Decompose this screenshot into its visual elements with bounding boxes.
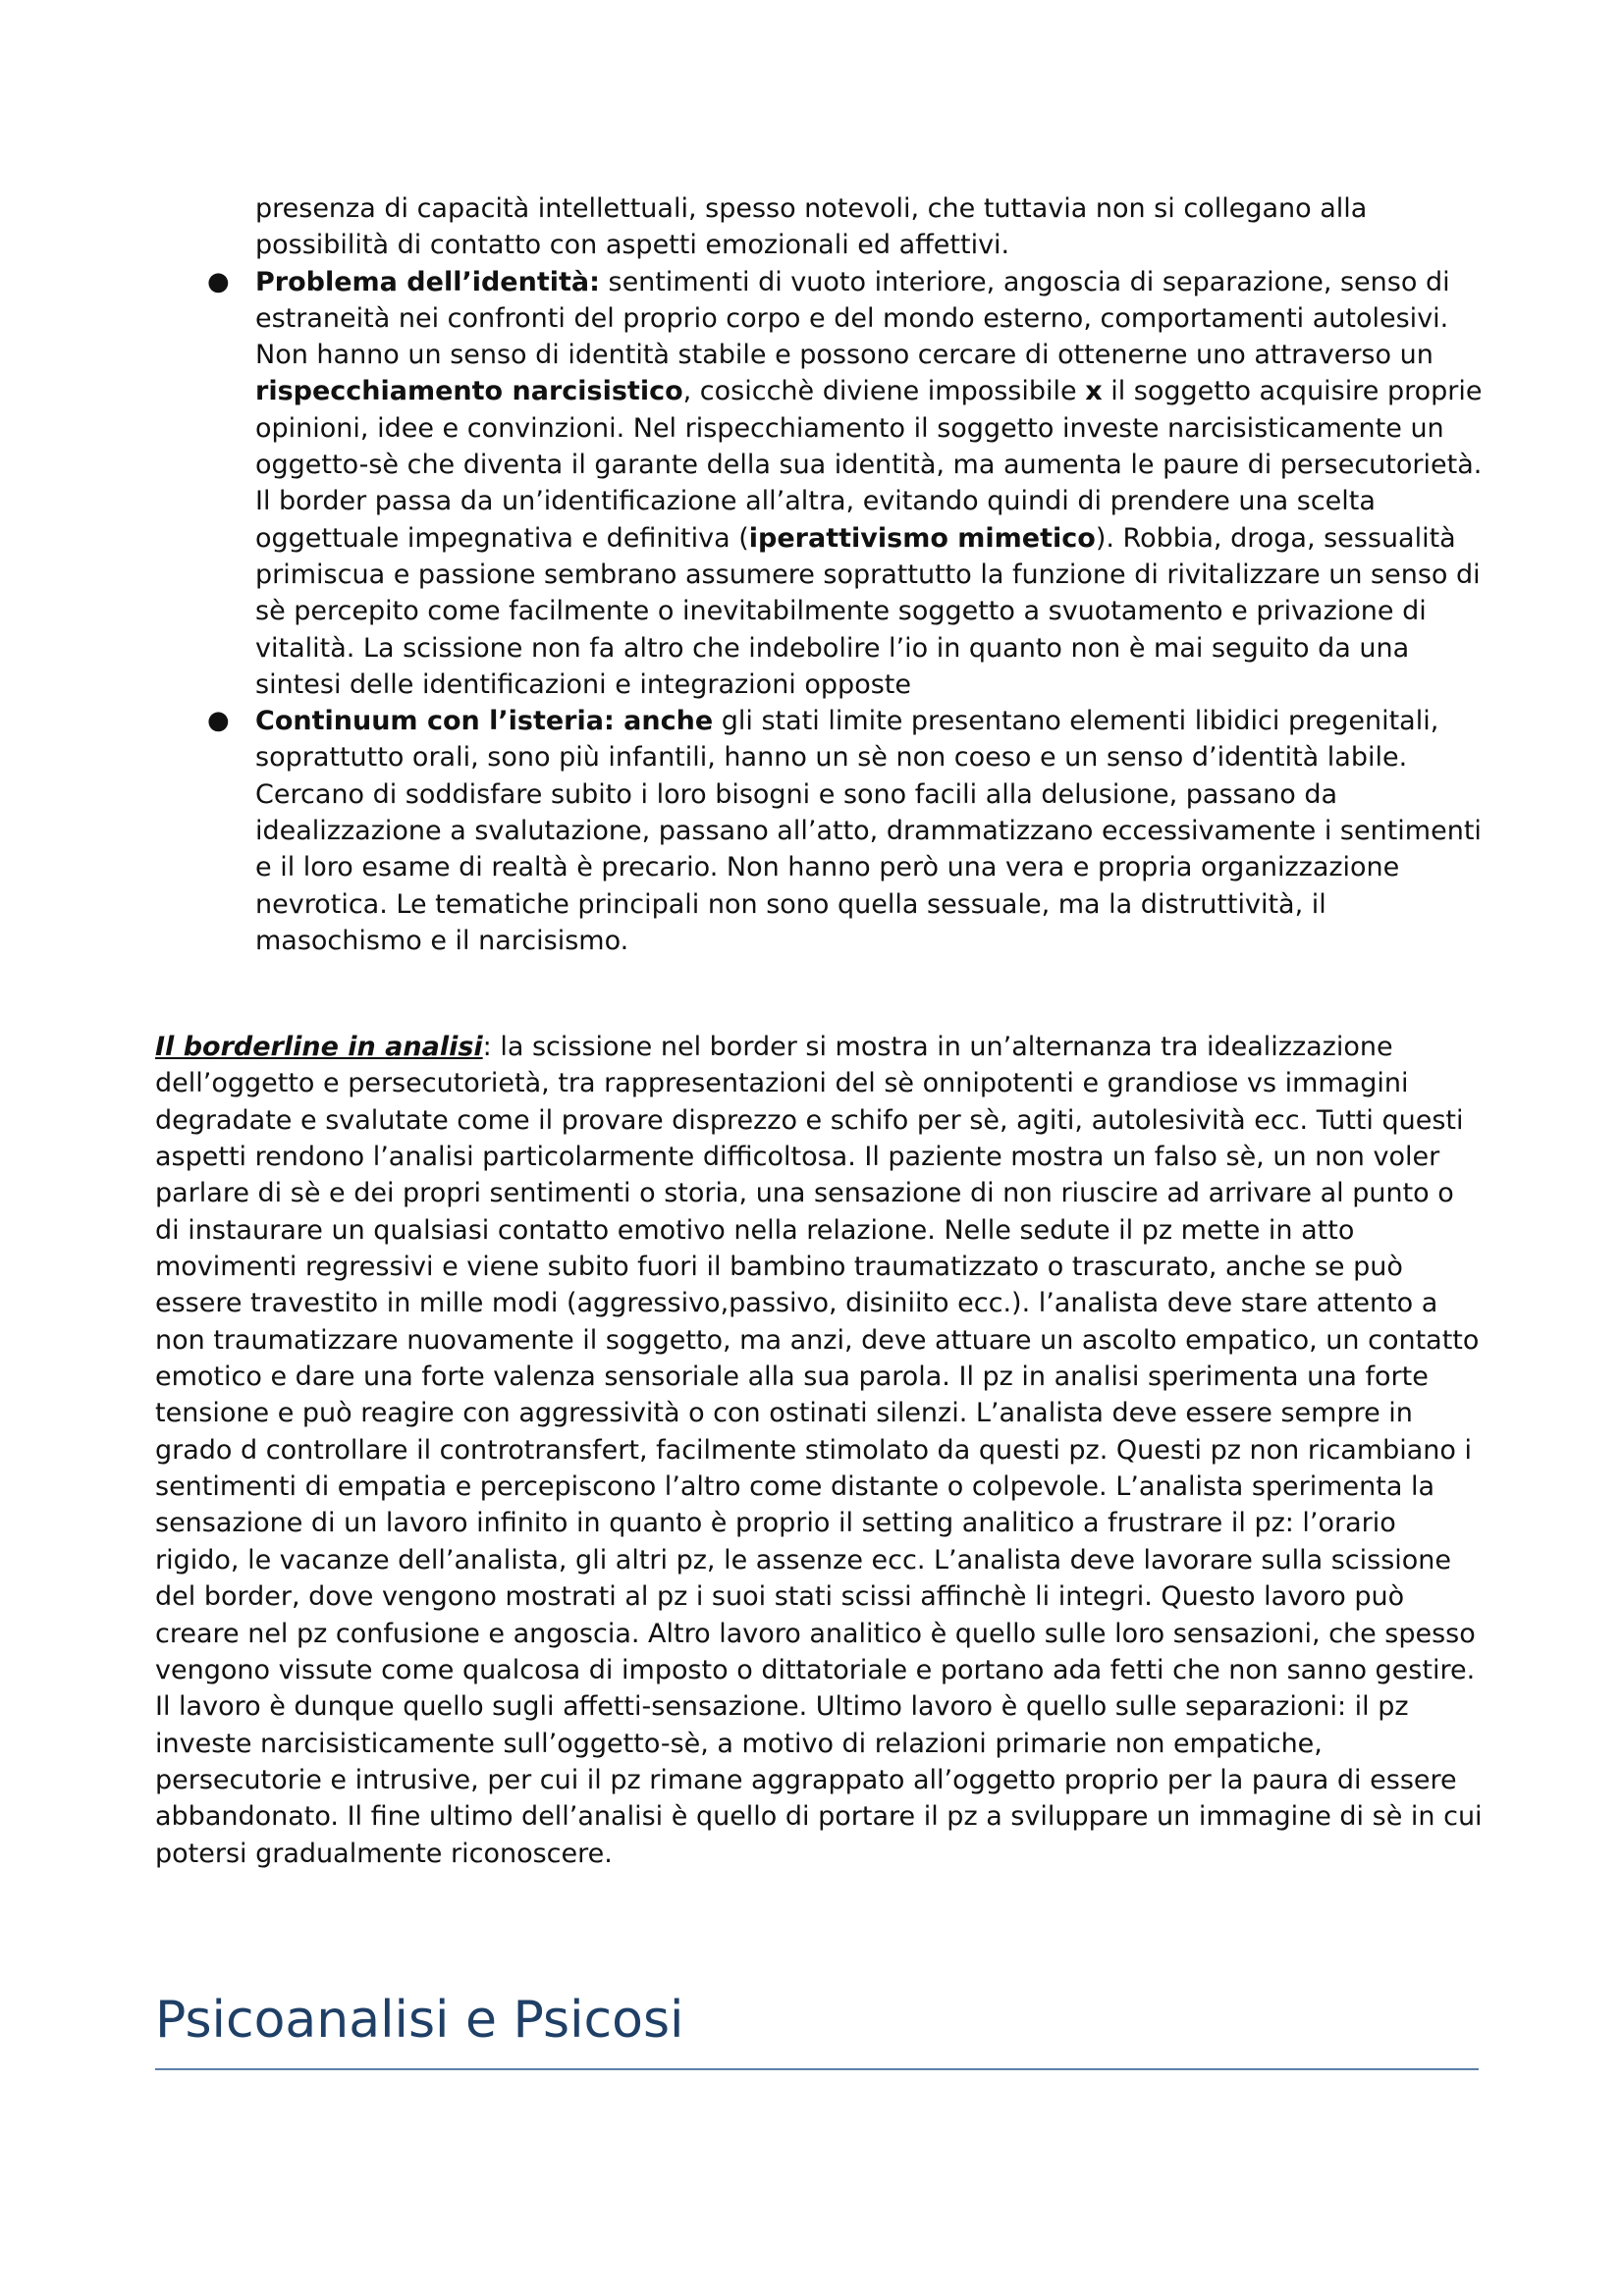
bullet-text: ). Robbia, droga, sessualità primiscua e passione sembrano assumere soprattutto la funzione di rivitalizzare un senso di sè percepito come facilmente o inevitabilmente soggetto a svuotamento e privazione di vitalità. La scissione non fa altro che indebolire l’io in quanto non è mai seguito da una sintesi delle identificazioni e integrazioni opposte [255,522,1481,700]
analysis-title: Il borderline in analisi [155,1032,483,1062]
bold-term: rispecchiamento narcisistico [255,376,683,407]
heading-rule [155,2068,1479,2070]
bullet-text: gli stati limite presentano elementi libidici pregenitali, soprattutto orali, sono più infantili, hanno un sè non coeso e un senso d’identità labile. Cercano di soddisfare subito i loro bisogni e sono facili alla delusione, passano da idealizzazione a svalutazione, passano all’atto, drammatizzano eccessivamente i sentimenti e il loro esame di realtà è precario. Non hanno però una vera e propria organizzazione nevrotica. Le tematiche principali non sono quella sessuale, ma la distruttività, il masochismo e il narcisismo. [255,706,1482,956]
bullet-icon: ● [207,266,230,296]
bullet-title: Problema dell’identità: [255,266,600,297]
bullet-text: il soggetto acquisire proprie opinioni, idee e convinzioni. Nel rispecchiamento il soggetto investe narcisisticamente un oggetto-sè che diventa il garante della sua identità, ma aumenta le paure di persecutorietà. Il border passa da un’identificazione all’altra, evitando quindi di prendere una scelta oggettuale impegnativa e definitiva ( [255,376,1483,554]
bullet-title: Continuum con l’isteria: anche [255,706,714,737]
analysis-text: : la scissione nel border si mostra in un’alternanza tra idealizzazione dell’oggetto e persecutorietà, tra rappresentazioni del sè onnipotenti e grandiose vs immagini degradate e svalutate come il provare disprezzo e schifo per sè, agiti, autolesività ecc. Tutti questi aspetti rendono l’analisi particolarmente difficoltosa. Il paziente mostra un falso sè, un non voler parlare di sè e dei propri sentimenti o storia, una sensazione di non riuscire ad arrivare al punto o di instaurare un qualsiasi contatto emotivo nella relazione. Nelle sedute il pz mette in atto movimenti regressivi e viene subito fuori il bambino traumatizzato o trascurato, anche se può essere travestito in mille modi (aggressivo,passivo, disiniito ecc.). l’analista deve stare attento a non traumatizzare nuovamente il soggetto, ma anzi, deve attuare un ascolto empatico, un contatto emotico e dare una forte valenza sensoriale alla sua parola. Il pz in analisi sperimenta una forte tensione e può reagire con aggressività o con ostinati silenzi. L’analista deve essere sempre in grado d controllare il controtransfert, facilmente stimolato da questi pz. Questi pz non ricambiano i sentimenti di empatia e percepiscono l’altro come distante o colpevole. L’analista sperimenta la sensazione di un lavoro infinito in quanto è proprio il setting analitico a frustrare il pz: l’orario rigido, le vacanze dell’analista, gli altri pz, le assenze ecc. L’analista deve lavorare sulla scissione del border, dove vengono mostrati al pz i suoi stati scissi affinchè li integri. Questo lavoro può creare nel pz confusione e angoscia. Altro lavoro analitico è quello sulle loro sensazioni, che spesso vengono vissute come qualcosa di imposto o dittatoriale e portano ada fetti che non sanno gestire. Il lavoro è dunque quello sugli affetti-sensazione. Ultimo lavoro è quello sulle separazioni: il pz investe narcisisticamente sull’oggetto-sè, a motivo di relazioni primarie non empatiche, persecutorie e intrusive, per cui il pz rimane aggrappato all’oggetto proprio per la paura di essere abbandonato. Il fine ultimo dell’analisi è quello di portare il pz a sviluppare un immagine di sè in cui potersi gradualmente riconoscere. [155,1032,1483,1869]
list-item [207,703,1483,959]
bold-term: iperattivismo mimetico [748,522,1096,554]
continuation-paragraph: presenza di capacità intellettuali, spesso notevoli, che tuttavia non si collegano alla possibilità di contatto con aspetti emozionali ed affettivi. [255,193,1368,261]
bullet-list [207,190,1483,959]
bullet-text: sentimenti di vuoto interiore, angoscia di separazione, senso di estraneità nei confronti del proprio corpo e del mondo esterno, comportamenti autolesivi. Non hanno un senso di identità stabile e possono cercare di ottenerne uno attraverso un [255,266,1450,371]
bullet-text: , cosicchè diviene impossibile [682,376,1086,407]
bold-term: x [1085,376,1103,407]
list-item [207,264,1483,704]
analysis-paragraph [155,1029,1483,1872]
bullet-icon: ● [207,706,230,736]
section-heading: Psicoanalisi e Psicosi [155,1991,684,2050]
